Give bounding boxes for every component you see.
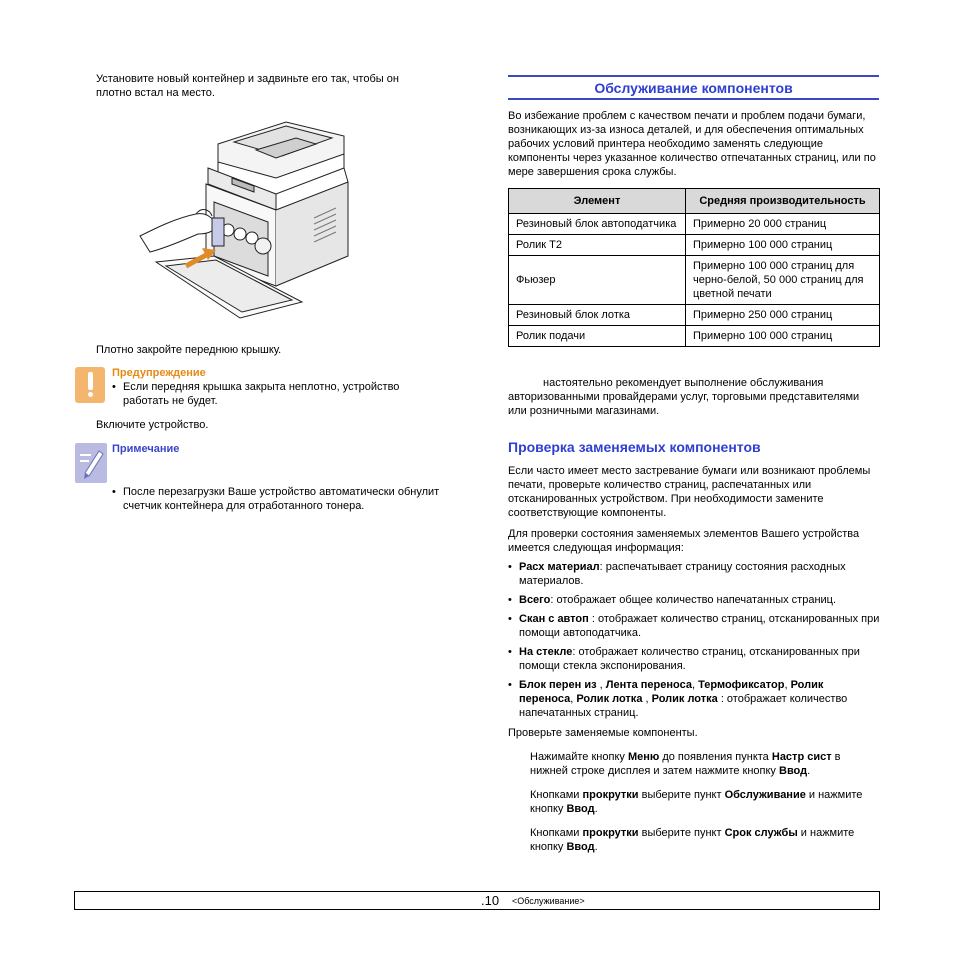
warning-icon	[75, 367, 105, 403]
step-2: Кнопками прокрутки выберите пункт Обслуживание и нажмите кнопку Ввод.	[530, 789, 863, 815]
table-row	[509, 214, 880, 235]
page-number: .10	[481, 893, 500, 908]
list-item: • Всего: отображает общее количество напечатанных страниц.	[508, 593, 880, 607]
table-cell: Ролик подачи	[509, 326, 686, 347]
table-cell: Фьюзер	[509, 256, 686, 305]
table-header-row	[509, 189, 880, 214]
service-intro: Во избежание проблем с качеством печати и проблем подачи бумаги, возникающих из-за износа деталей, и для обеспечения оптимальных рабочих условий принтера необходимо заменять следующие компоненты через указанное количество отпечатанных страниц, или по мере завершения срока службы.	[508, 110, 876, 178]
step-1: Нажимайте кнопку Меню до появления пункта Настр сист в нижней строке дисплея и затем нажмите кнопку Ввод.	[530, 751, 841, 777]
note-icon	[75, 443, 107, 483]
table-cell: Примерно 250 000 страниц	[686, 305, 880, 326]
info-intro: Для проверки состояния заменяемых элементов Вашего устройства имеется следующая информация:	[508, 528, 860, 554]
heading-check: Проверка заменяемых компонентов	[508, 439, 761, 455]
table-cell: Резиновый блок автоподатчика	[509, 214, 686, 235]
step-3: Кнопками прокрутки выберите пункт Срок службы и нажмите кнопку Ввод.	[530, 827, 855, 853]
note-text: • После перезагрузки Ваше устройство автоматически обнулит счетчик контейнера для отработанного тонера.	[112, 485, 448, 513]
table-cell: Резиновый блок лотка	[509, 305, 686, 326]
table-header-yield: Средняя производительность	[686, 189, 880, 214]
list-item: • Скан с автоп : отображает количество страниц, отсканированных при помощи автоподатчика.	[508, 612, 880, 640]
printer-illustration	[136, 106, 362, 322]
page-footer	[74, 891, 880, 910]
recommend-text: настоятельно рекомендует выполнение обслуживания авторизованными провайдерами услуг, торговыми представителями или розничными магазинами.	[508, 377, 860, 417]
table-row	[509, 326, 880, 347]
note-title: Примечание	[112, 443, 180, 455]
table-row	[509, 256, 880, 305]
table-cell: Примерно 20 000 страниц	[686, 214, 880, 235]
table-cell: Примерно 100 000 страниц	[686, 326, 880, 347]
table-row	[509, 235, 880, 256]
step-insert-text: Установите новый контейнер и задвиньте его так, чтобы он плотно встал на место.	[96, 73, 399, 99]
parts-table	[508, 188, 880, 347]
list-item: • Блок перен из , Лента переноса, Термофиксатор, Ролик переноса, Ролик лотка , Ролик лотка : отображает количество напечатанных страниц.	[508, 678, 880, 720]
check-intro: Если часто имеет место застревание бумаги или возникают проблемы печати, проверьте количество страниц, распечатанных или отсканированных устройством. При необходимости замените соответствующие компоненты.	[508, 465, 871, 519]
table-row	[509, 305, 880, 326]
warning-title: Предупреждение	[112, 367, 206, 379]
step-power-text: Включите устройство.	[96, 419, 209, 431]
check-parts-text: Проверьте заменяемые компоненты.	[508, 727, 698, 739]
heading-service: Обслуживание компонентов	[508, 75, 879, 100]
table-cell: Примерно 100 000 страниц	[686, 235, 880, 256]
warning-text: • Если передняя крышка закрыта неплотно, устройство работать не будет.	[112, 380, 443, 408]
table-cell: Примерно 100 000 страниц для черно-белой, 50 000 страниц для цветной печати	[686, 256, 880, 305]
table-cell: Ролик Т2	[509, 235, 686, 256]
info-list	[508, 560, 880, 720]
footer-section: <Обслуживание>	[512, 896, 585, 906]
list-item: • Расх материал: распечатывает страницу состояния расходных материалов.	[508, 560, 880, 588]
table-header-item: Элемент	[509, 189, 686, 214]
step-close-text: Плотно закройте переднюю крышку.	[96, 344, 282, 356]
list-item: • На стекле: отображает количество страниц, отсканированных при помощи стекла экспонирования.	[508, 645, 880, 673]
